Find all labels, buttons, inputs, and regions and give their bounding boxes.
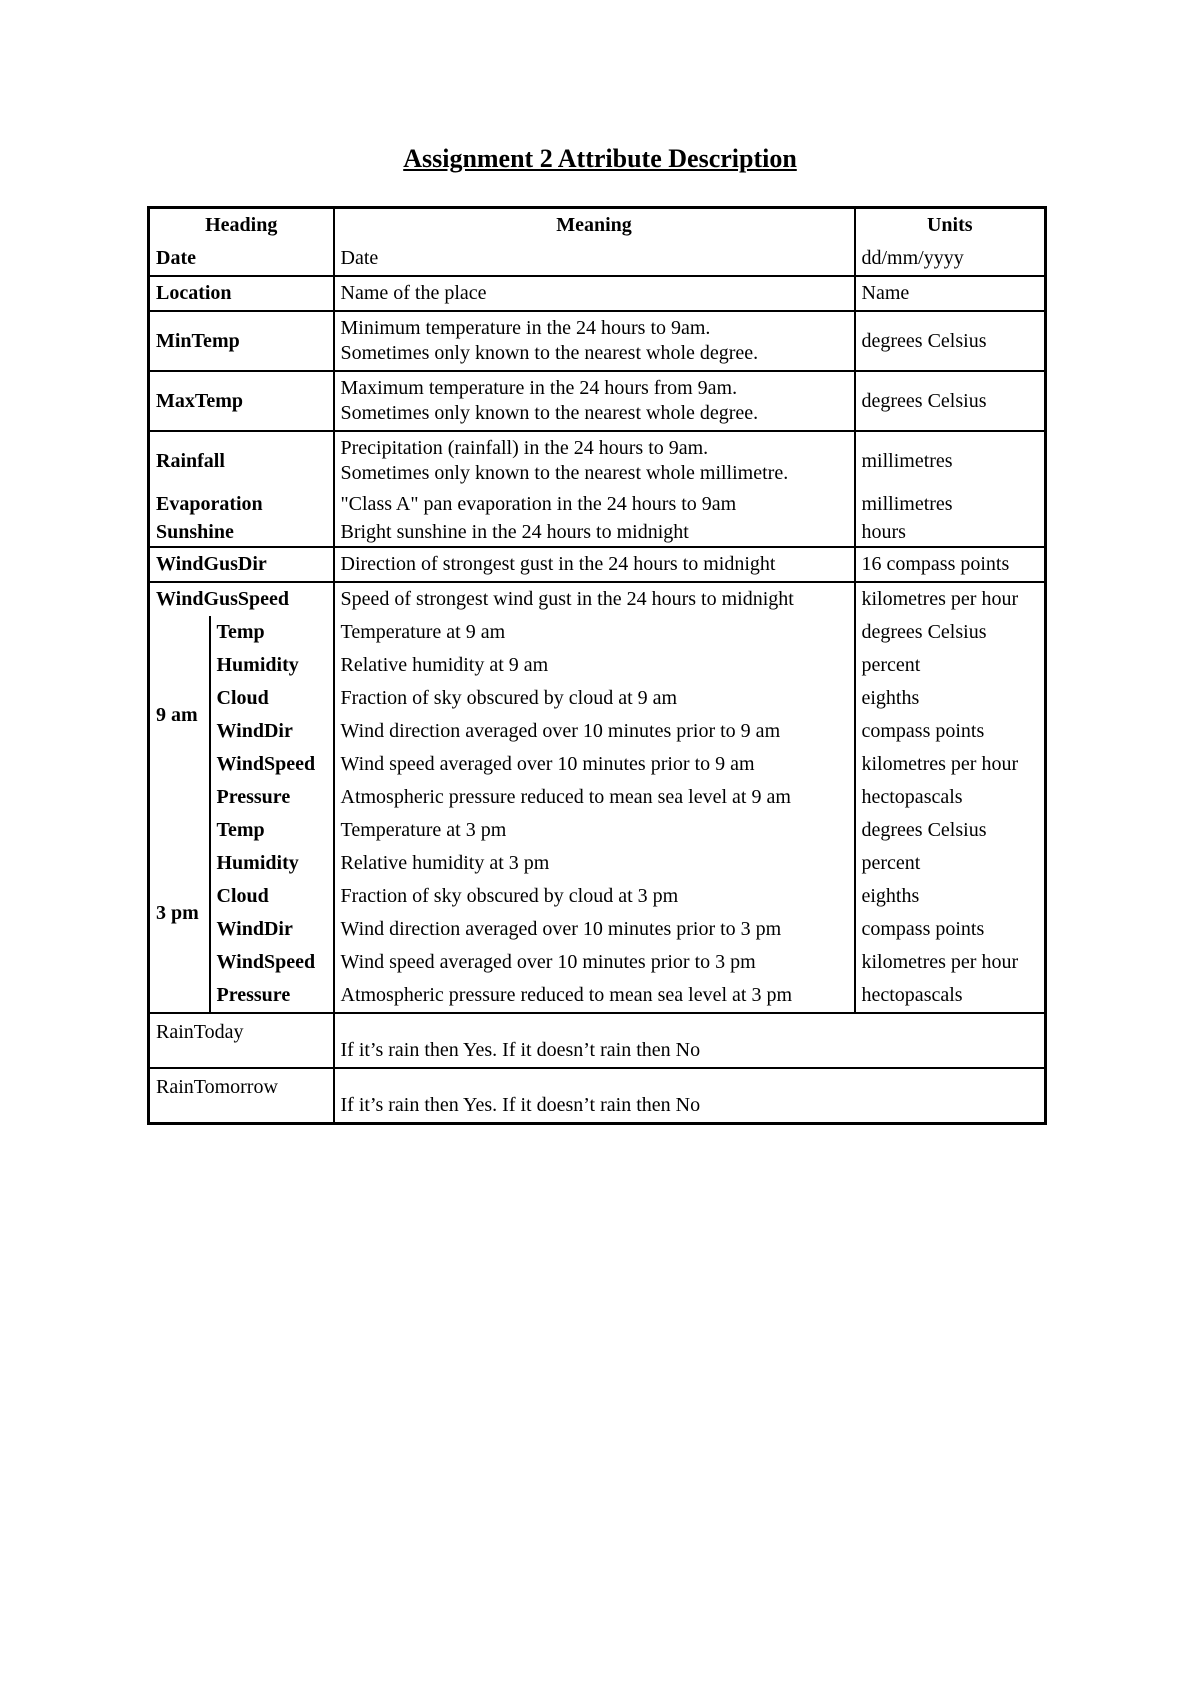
table-header-row bbox=[149, 208, 1046, 243]
row-units: percent bbox=[855, 847, 1046, 880]
table-row bbox=[149, 847, 1046, 880]
row-heading: MaxTemp bbox=[149, 371, 334, 431]
row-meaning: Wind speed averaged over 10 minutes prior to 3 pm bbox=[334, 946, 855, 979]
row-heading: Humidity bbox=[210, 847, 334, 880]
row-heading: Sunshine bbox=[149, 518, 334, 547]
row-units: millimetres bbox=[855, 431, 1046, 490]
table-row bbox=[149, 547, 1046, 582]
table-row bbox=[149, 1013, 1046, 1068]
row-meaning-line: Maximum temperature in the 24 hours from 9am. bbox=[340, 377, 738, 399]
row-meaning: Wind speed averaged over 10 minutes prior to 9 am bbox=[334, 748, 855, 781]
row-meaning bbox=[334, 371, 855, 431]
row-heading: WindDir bbox=[210, 913, 334, 946]
group-label-3pm: 3 pm bbox=[149, 814, 210, 1013]
row-units: kilometres per hour bbox=[855, 748, 1046, 781]
row-meaning: Direction of strongest gust in the 24 hours to midnight bbox=[334, 547, 855, 582]
row-meaning: Speed of strongest wind gust in the 24 hours to midnight bbox=[334, 582, 855, 616]
row-meaning: Relative humidity at 9 am bbox=[334, 649, 855, 682]
row-units: percent bbox=[855, 649, 1046, 682]
row-heading: WindSpeed bbox=[210, 748, 334, 781]
table-row bbox=[149, 715, 1046, 748]
row-meaning: Wind direction averaged over 10 minutes prior to 9 am bbox=[334, 715, 855, 748]
row-units: hectopascals bbox=[855, 781, 1046, 814]
header-heading: Heading bbox=[205, 214, 278, 236]
table-row bbox=[149, 880, 1046, 913]
row-meaning-line: Sometimes only known to the nearest whole degree. bbox=[340, 342, 759, 364]
table-row bbox=[149, 913, 1046, 946]
row-meaning: Date bbox=[334, 242, 855, 276]
row-units: hectopascals bbox=[855, 979, 1046, 1013]
row-heading: Evaporation bbox=[156, 492, 263, 515]
row-heading: WindDir bbox=[210, 715, 334, 748]
row-meaning-line: Minimum temperature in the 24 hours to 9am. bbox=[340, 317, 711, 339]
row-units: degrees Celsius bbox=[855, 371, 1046, 431]
row-meaning: Temperature at 9 am bbox=[334, 616, 855, 649]
row-units: compass points bbox=[855, 913, 1046, 946]
row-units: eighths bbox=[855, 682, 1046, 715]
row-units: compass points bbox=[855, 715, 1046, 748]
row-meaning bbox=[334, 431, 855, 490]
page-title: Assignment 2 Attribute Description bbox=[403, 144, 797, 173]
group-label-9am: 9 am bbox=[156, 703, 198, 726]
table-row bbox=[149, 490, 1046, 518]
table-row bbox=[149, 781, 1046, 814]
row-heading: Temp bbox=[210, 616, 334, 649]
row-meaning: Wind direction averaged over 10 minutes prior to 3 pm bbox=[334, 913, 855, 946]
row-heading: WindSpeed bbox=[210, 946, 334, 979]
table-row bbox=[149, 431, 1046, 490]
attribute-table bbox=[147, 206, 1047, 1125]
row-heading: Humidity bbox=[210, 649, 334, 682]
table-row bbox=[149, 371, 1046, 431]
row-units: 16 compass points bbox=[855, 547, 1046, 582]
row-heading: Pressure bbox=[210, 979, 334, 1013]
header-units: Units bbox=[855, 208, 1046, 243]
row-meaning: Name of the place bbox=[334, 276, 855, 311]
row-heading: Pressure bbox=[210, 781, 334, 814]
table-row bbox=[149, 682, 1046, 715]
table-row bbox=[149, 518, 1046, 547]
row-units: degrees Celsius bbox=[855, 814, 1046, 847]
row-heading: WindGusSpeed bbox=[156, 588, 290, 610]
row-heading: Rainfall bbox=[156, 449, 225, 472]
row-meaning bbox=[334, 311, 855, 371]
row-units: kilometres per hour bbox=[855, 946, 1046, 979]
row-units: hours bbox=[855, 518, 1046, 547]
row-units: degrees Celsius bbox=[855, 311, 1046, 371]
row-units: dd/mm/yyyy bbox=[855, 242, 1046, 276]
row-heading: Cloud bbox=[210, 682, 334, 715]
row-meaning: Bright sunshine in the 24 hours to midnight bbox=[334, 518, 855, 547]
table-row bbox=[149, 311, 1046, 371]
row-heading: Location bbox=[149, 276, 334, 311]
row-meaning: Atmospheric pressure reduced to mean sea level at 3 pm bbox=[334, 979, 855, 1013]
table-row bbox=[149, 1068, 1046, 1124]
row-heading: Temp bbox=[210, 814, 334, 847]
table-row bbox=[149, 242, 1046, 276]
row-meaning: Temperature at 3 pm bbox=[334, 814, 855, 847]
table-row bbox=[149, 979, 1046, 1013]
row-meaning-line: Precipitation (rainfall) in the 24 hours to 9am. bbox=[340, 437, 709, 459]
row-heading: MinTemp bbox=[149, 311, 334, 371]
row-heading: RainToday bbox=[149, 1013, 334, 1068]
row-heading: WindGusDir bbox=[149, 547, 334, 582]
row-meaning: Atmospheric pressure reduced to mean sea level at 9 am bbox=[334, 781, 855, 814]
table-row bbox=[149, 946, 1046, 979]
row-units: millimetres bbox=[855, 490, 1046, 518]
header-meaning: Meaning bbox=[334, 208, 855, 243]
row-meaning-line: Sometimes only known to the nearest whole degree. bbox=[340, 402, 759, 424]
row-meaning-line: Sometimes only known to the nearest whole millimetre. bbox=[340, 462, 789, 484]
row-meaning: Fraction of sky obscured by cloud at 3 pm bbox=[334, 880, 855, 913]
row-meaning: "Class A" pan evaporation in the 24 hours to 9am bbox=[334, 490, 855, 518]
table-row bbox=[149, 649, 1046, 682]
table-row bbox=[149, 748, 1046, 781]
row-units: degrees Celsius bbox=[855, 616, 1046, 649]
row-heading: Date bbox=[149, 242, 334, 276]
table-row bbox=[149, 616, 1046, 649]
row-meaning: If it’s rain then Yes. If it doesn’t rain then No bbox=[334, 1013, 1046, 1068]
row-units: kilometres per hour bbox=[855, 582, 1046, 616]
row-heading: RainTomorrow bbox=[156, 1076, 278, 1098]
row-units: eighths bbox=[855, 880, 1046, 913]
row-units: Name bbox=[855, 276, 1046, 311]
row-meaning: Fraction of sky obscured by cloud at 9 am bbox=[334, 682, 855, 715]
table-row bbox=[149, 582, 1046, 616]
row-meaning: Relative humidity at 3 pm bbox=[334, 847, 855, 880]
table-row bbox=[149, 276, 1046, 311]
table-row bbox=[149, 814, 1046, 847]
row-heading: Cloud bbox=[210, 880, 334, 913]
row-meaning: If it’s rain then Yes. If it doesn’t rain then No bbox=[334, 1068, 1046, 1124]
